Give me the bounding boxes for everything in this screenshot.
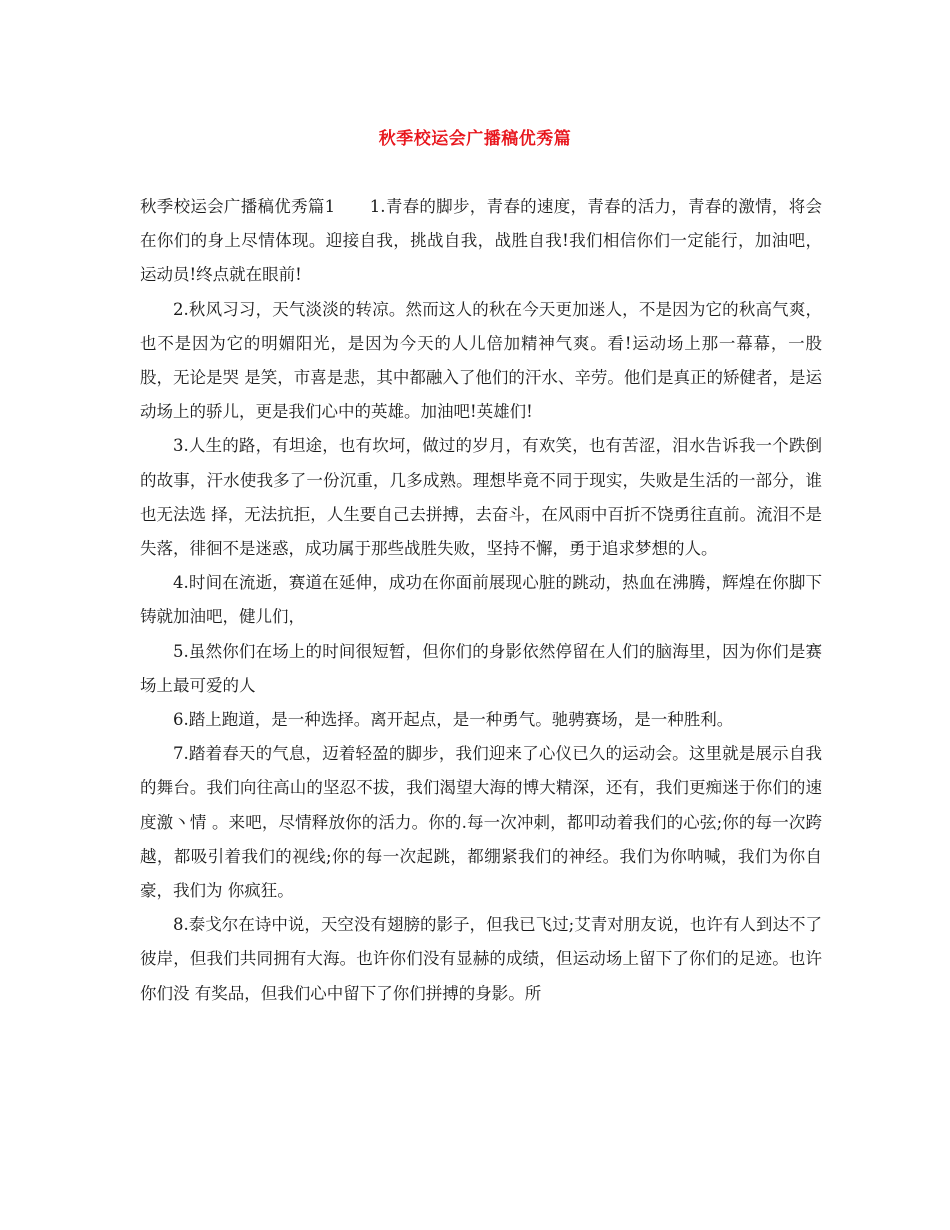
document-body [140,190,822,1011]
paragraph-5: 5.虽然你们在场上的时间很短暂，但你们的身影依然停留在人们的脑海里，因为你们是赛场上最可爱的人 [140,641,822,695]
document-title: 秋季校运会广播稿优秀篇 [378,129,572,149]
paragraph-6: 6.踏上跑道，是一种选择。离开起点，是一种勇气。驰骋赛场，是一种胜利。 [173,710,734,730]
section-heading: 秋季校运会广播稿优秀篇1 [140,197,336,216]
paragraph-3: 3.人生的路，有坦途，也有坎坷，做过的岁月，有欢笑，也有苦涩，泪水告诉我一个跌倒的故事，汗水使我多了一份沉重，几多成熟。理想毕竟不同于现实，失败是生活的一部分，谁也无法选 择，无法抗拒，人生要自己去拼搏，去奋斗，在风雨中百折不饶勇往直前。流泪不是失落，徘徊不是迷惑，成功属于那些战胜失败，坚持不懈，勇于追求梦想的人。 [140,436,822,559]
paragraph-7: 7.踏着春天的气息，迈着轻盈的脚步，我们迎来了心仪已久的运动会。这里就是展示自我的舞台。我们向往高山的坚忍不拔，我们渴望大海的博大精深，还有，我们更痴迷于你们的速度激丶情 。来吧，尽情释放你的活力。你的.每一次冲刺，都叩动着我们的心弦;你的每一次跨越，都吸引着我们的视线;你的每一次起跳，都绷紧我们的神经。我们为你呐喊，我们为你自豪，我们为 你疯狂。 [140,744,822,901]
paragraph-8: 8.泰戈尔在诗中说，天空没有翅膀的影子，但我已飞过;艾青对朋友说，也许有人到达不了彼岸，但我们共同拥有大海。也许你们没有显赫的成绩，但运动场上留下了你们的足迹。也许你们没 有奖品，但我们心中留下了你们拼搏的身影。所 [140,915,822,1003]
paragraph-1 [140,190,822,293]
paragraph-4: 4.时间在流逝，赛道在延伸，成功在你面前展现心脏的跳动，热血在沸腾，辉煌在你脚下铸就加油吧，健儿们， [140,573,822,627]
paragraph-2: 2.秋风习习，天气淡淡的转凉。然而这人的秋在今天更加迷人，不是因为它的秋高气爽，也不是因为它的明媚阳光，是因为今天的人儿倍加精神气爽。看!运动场上那一幕幕，一股股，无论是哭 是笑，市喜是悲，其中都融入了他们的汗水、辛劳。他们是真正的矫健者，是运动场上的骄儿，更是我们心中的英雄。加油吧!英雄们! [140,299,822,422]
paragraph-text: 1.青春的脚步，青春的速度，青春的活力，青春的激情，将会在你们的身上尽情体现。迎接自我，挑战自我，战胜自我!我们相信你们一定能行，加油吧，运动员!终点就在眼前! [140,197,822,285]
